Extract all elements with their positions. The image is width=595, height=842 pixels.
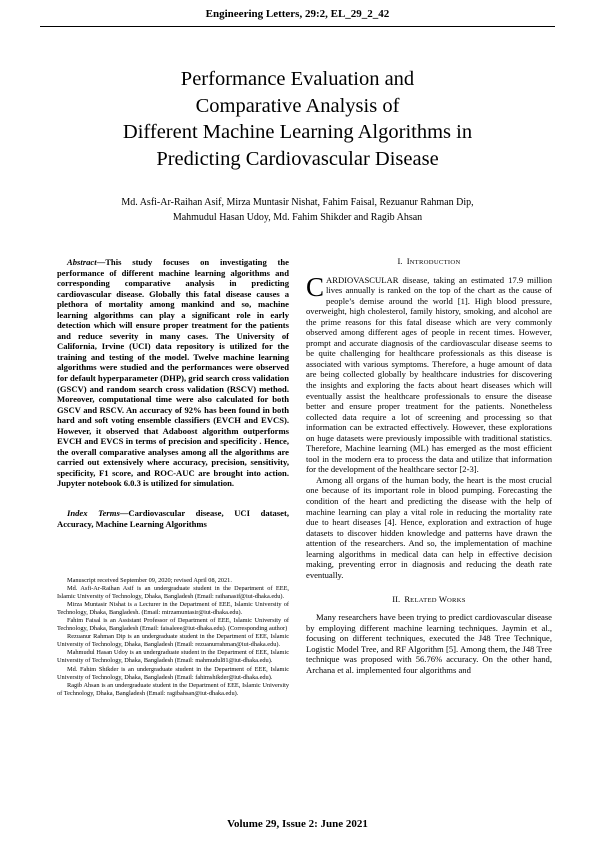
- authors-line-2: Mahmudul Hasan Udoy, Md. Fahim Shikder and Ragib Ahsan: [172, 212, 423, 223]
- title-line-2: Comparative Analysis of: [195, 94, 400, 117]
- footnote-author: Md. Fahim Shikder is an undergraduate student in the Department of EEE, Islamic University of Technology, Dhaka, Bangladesh (Email: fahimshikder@iut-dhaka.edu).: [57, 665, 289, 681]
- author-list: [60, 195, 535, 225]
- title-line-3: Different Machine Learning Algorithms in: [122, 121, 473, 143]
- abstract-label: Abstract: [67, 257, 97, 267]
- journal-footer: Volume 29, Issue 2: June 2021: [227, 818, 368, 830]
- footnote-manuscript: Manuscript received September 09, 2020; revised April 08, 2021.: [67, 577, 232, 584]
- related-works-paragraph-1: Many researchers have been trying to predict cardiovascular disease by employing different machine learning techniques. Jaymin et al., focusing on different techniques, executed the J48 Tree Technique, Logistic Model Tree, and RF Algorithm [5]. Among them, the J48 Tree technique was proposed with 56.76% accuracy. On the other hand, Archana et al. implemented four algorithms and: [306, 611, 552, 675]
- right-column: [306, 256, 552, 675]
- intro-paragraph-1: CARDIOVASCULAR disease, taking an estimated 17.9 million lives annually is ranked on the top of the chart as the cause of people’s demise around the world [1]. High blood pressure, overweight, high cholesterol, family history, smoking, and alcohol are the prime reasons for this fatal disease which are very commonly observed among different ages of people in recent times. However, prompt and accurate diagnosis of the cardiovascular disease seems to be quite challenging for healthcare professionals as this disease is associated with various symptoms. Therefore, a huge amount of data are being collected globally by healthcare industries for discovering the insights and exploring the facts about heart diseases which will eventually assist the healthcare professionals to ensure the disease better and ensure proper treatment for the patients. Nonetheless collected data require a lot of screening and processing so that information can be extracted effectively. However, these explorations on huge datasets were previously impossible with traditional statistics. Therefore, Machine learning (ML) has emerged as the most efficient tool in the modern era to process the data and utilize that information for the development of the healthcare sector [2-3].: [306, 271, 552, 475]
- section-heading-introduction: I. INTRODUCTION: [397, 256, 461, 266]
- intro-paragraph-2: Among all organs of the human body, the heart is the most crucial one because of its important role in blood pumping. Forecasting the condition of the heart and predicting the disease with the help of machine learning can play a vital role in reducing the mortality rate due to heart diseases [4]. Hence, exploration and extraction of huge datasets to discover hidden knowledge and patterns have drawn the attention of the researchers. And so, the implementation of machine learning algorithms in medical data can help in effective decision making, preventing error in diagnosis and reducing the death rate eventually.: [306, 474, 552, 580]
- footnote-author: Rezuanur Rahman Dip is an undergraduate student in the Department of EEE, Islamic University of Technology, Dhaka, Bangladesh (Email: rezuanurrahman@iut-dhaka.edu).: [57, 633, 289, 649]
- index-terms-label: Index Terms: [67, 508, 120, 518]
- abstract-text: —This study focuses on investigating the performance of different machine learning algorithms and corresponding comparative analysis in predicting cardiovascular disease. Globally this fatal disease causes a plethora of mortality among mankind and so, machine learning algorithms can play a significant role in early detection which will ensure proper treatment for the patients and reduce severity in many cases. The University of California, Irvine (UCI) data repository is utilized for the training and testing of the model. Twelve machine learning algorithms were studied and the performances were observed for default hyperparameter (DHP), grid search cross validation (GSCV) and random search cross validation (RSCV) method. Moreover, computational time were also calculated for both GSCV and RSCV. An accuracy of 92% has been found in both hard and soft voting ensemble classifiers (EVCH and EVCS). However, it observed that Adaboost algorithm outperforms EVCH and EVCS in terms of precision and specificity . Hence, the overall comparative analyses among all the algorithms are carried out extensively where accuracy, precision, sensitivity, specificity, F1 score, and ROC-AUC are brought into action. Jupyter notebook 6.0.3 is utilized for simulation.: [57, 257, 289, 489]
- title-line-1: Performance Evaluation and: [180, 68, 415, 90]
- section-heading-related-works: II. RELATED WORKS: [392, 594, 466, 605]
- drop-cap: C: [306, 271, 325, 302]
- paper-title: [60, 66, 535, 172]
- author-footnotes: [57, 577, 289, 698]
- journal-header: Engineering Letters, 29:2, EL_29_2_42: [205, 8, 390, 20]
- index-terms: [57, 508, 289, 529]
- abstract: [57, 257, 289, 489]
- footnote-author: Fahim Faisal is an Assistant Professor of Department of EEE, Islamic University of Technology, Dhaka, Bangladesh (Email: faisaleee@iut-dhaka.edu). (Corresponding author): [57, 617, 289, 633]
- index-terms-text: —Cardiovascular disease, UCI dataset, Accuracy, Machine Learning Algorithms: [57, 508, 289, 529]
- footnote-author: Ragib Ahsan is an undergraduate student in the Department of EEE, Islamic University of Technology, Dhaka, Bangladesh (Email: ragibahsan@iut-dhaka.edu).: [57, 681, 289, 697]
- header-rule: [40, 26, 555, 27]
- footnote-author: Mahmudul Hasan Udoy is an undergraduate student in the Department of EEE, Islamic University of Technology, Dhaka, Bangladesh (Email: mahmudul81@iut-dhaka.edu).: [57, 649, 289, 665]
- footnote-author: Md. Asfi-Ar-Raihan Asif is an undergraduate student in the Department of EEE, Islamic University of Technology, Dhaka, Bangladesh (Email: raihanasif@iut-dhaka.edu).: [57, 585, 289, 601]
- authors-line-1: Md. Asfi-Ar-Raihan Asif, Mirza Muntasir Nishat, Fahim Faisal, Rezuanur Rahman Dip,: [121, 197, 474, 208]
- footnote-author: Mirza Muntasir Nishat is a Lecturer in the Department of EEE, Islamic University of Technology, Dhaka, Bangladesh. (Email: mirzamuntasir@iut-dhaka.edu).: [57, 601, 289, 617]
- title-line-4: Predicting Cardiovascular Disease: [156, 147, 439, 170]
